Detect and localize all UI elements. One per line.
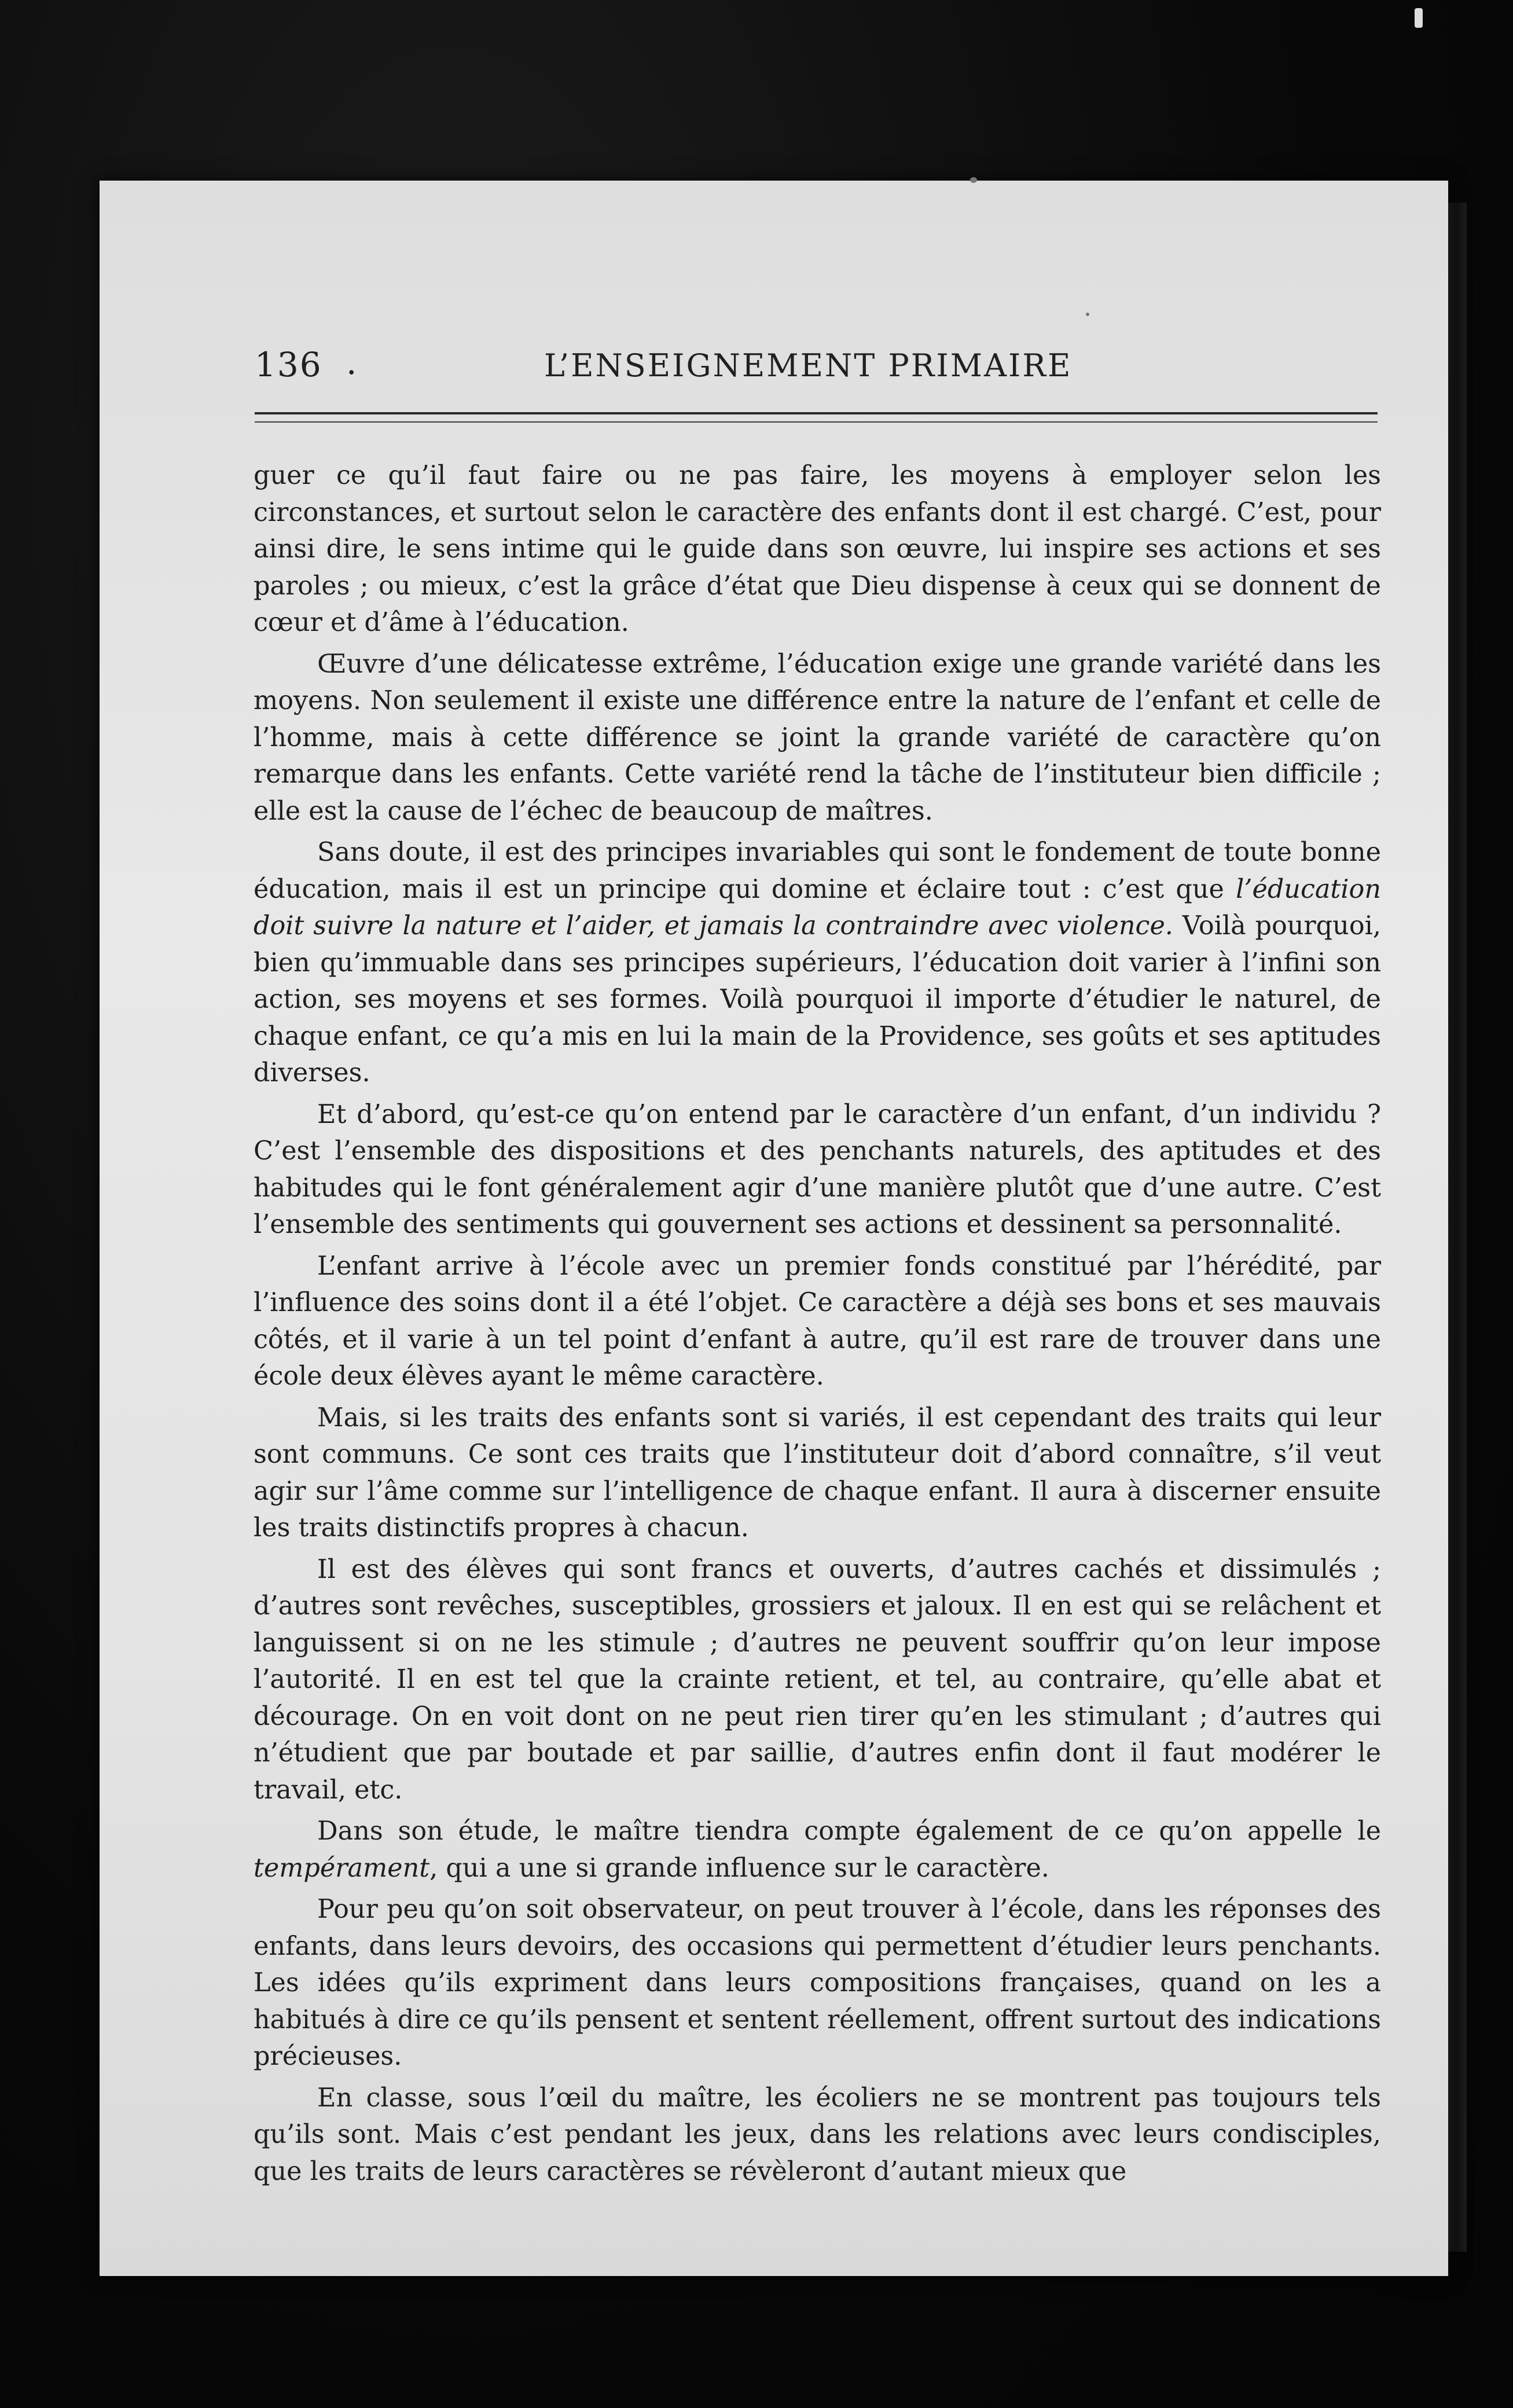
paragraph-text: , qui a une si grande influence sur le caractère.	[429, 1853, 1049, 1883]
header-rule	[255, 412, 1378, 414]
paragraph: Et d’abord, qu’est-ce qu’on entend par le caractère d’un enfant, d’un individu ? C’est l’ensemble des dispositions et des penchants naturels, des aptitudes et des habitudes qui le font généralement agir d’une manière plutôt que d’une autre. C’est l’ensemble des sentiments qui gouvernent ses actions et dessinent sa personnalité.	[254, 1099, 1381, 1239]
paragraph: Œuvre d’une délicatesse extrême, l’éducation exige une grande variété dans les moyens. Non seulement il existe une différence entre la nature de l’enfant et celle de l’homme, mais à cette différence se joint la grande variété de caractère qu’on remarque dans les enfants. Cette variété rend la tâche de l’instituteur bien difficile ; elle est la cause de l’échec de beaucoup de maîtres.	[254, 649, 1381, 826]
dust-speck	[1415, 8, 1423, 28]
italic-quote: l’éducation doit suivre la nature et l’aider, et jamais la contraindre avec violence.	[254, 874, 1381, 941]
paragraph: L’enfant arrive à l’école avec un premier fonds constitué par l’hérédité, par l’influence des soins dont il a été l’objet. Ce caractère a déjà ses bons et ses mauvais côtés, et il varie à un tel point d’enfant à autre, qu’il est rare de trouver dans une école deux élèves ayant le même caractère.	[254, 1251, 1381, 1391]
paragraph-text: Dans son étude, le maître tiendra compte également de ce qu’on appelle le	[317, 1816, 1381, 1846]
page-header	[255, 345, 1378, 397]
paragraph: Il est des élèves qui sont francs et ouverts, d’autres cachés et dissimulés ; d’autres sont revêches, susceptibles, grossiers et jaloux. Il en est qui se relâchent et languissent si on ne les stimule ; d’autres ne peuvent souffrir qu’on leur impose l’autorité. Il en est tel que la crainte retient, et tel, au contraire, qu’elle abat et décourage. On en voit dont on ne peut rien tirer qu’en les stimulant ; d’autres qui n’étudient que par boutade et par saillie, d’autres enfin dont il faut modérer le travail, etc.	[254, 1554, 1381, 1805]
paragraph	[254, 1813, 1381, 1886]
header-rule-thin	[255, 421, 1378, 423]
dust-speck	[1086, 313, 1089, 316]
paragraph: Pour peu qu’on soit observateur, on peut trouver à l’école, dans les réponses des enfants, dans leurs devoirs, des occasions qui permettent d’étudier leurs penchants. Les idées qu’ils expriment dans leurs compositions françaises, quand on les a habitués à dire ce qu’ils pensent et sentent réellement, offrent surtout des indications précieuses.	[254, 1895, 1381, 2071]
paragraph-text: Voilà pourquoi, bien qu’immuable dans ses principes supérieurs, l’éducation doit varier à l’infini son action, ses moyens et ses formes. Voilà pourquoi il importe d’étudier le naturel, de chaque enfant, ce qu’a mis en lui la main de la Providence, ses goûts et ses aptitudes diverses.	[254, 911, 1381, 1088]
italic-term: tempérament	[254, 1853, 430, 1883]
paragraph: En classe, sous l’œil du maître, les écoliers ne se montrent pas toujours tels qu’ils sont. Mais c’est pendant les jeux, dans les relations avec leurs condisciples, que les traits de leurs caractères se révèleront d’autant mieux que	[254, 2083, 1381, 2186]
paragraph: guer ce qu’il faut faire ou ne pas faire, les moyens à employer selon les circonstances, et surtout selon le caractère des enfants dont il est chargé. C’est, pour ainsi dire, le sens intime qui le guide dans son œuvre, lui inspire ses actions et ses paroles ; ou mieux, c’est la grâce d’état que Dieu dispense à ceux qui se donnent de cœur et d’âme à l’éducation.	[254, 461, 1381, 637]
header-separator: .	[346, 343, 357, 382]
dust-speck	[970, 177, 977, 183]
running-title: L’ENSEIGNEMENT PRIMAIRE	[544, 347, 1073, 384]
paragraph	[254, 834, 1381, 1092]
page-body	[254, 457, 1381, 2186]
paragraph-text: Sans doute, il est des principes invariables qui sont le fondement de toute bonne éducation, mais il est un principe qui domine et éclaire tout : c’est que	[254, 838, 1381, 904]
page-number: 136	[255, 345, 322, 384]
paragraph: Mais, si les traits des enfants sont si variés, il est cependant des traits qui leur sont communs. Ce sont ces traits que l’instituteur doit d’abord connaître, s’il veut agir sur l’âme comme sur l’intelligence de chaque enfant. Il aura à discerner ensuite les traits distinctifs propres à chacun.	[254, 1403, 1381, 1543]
